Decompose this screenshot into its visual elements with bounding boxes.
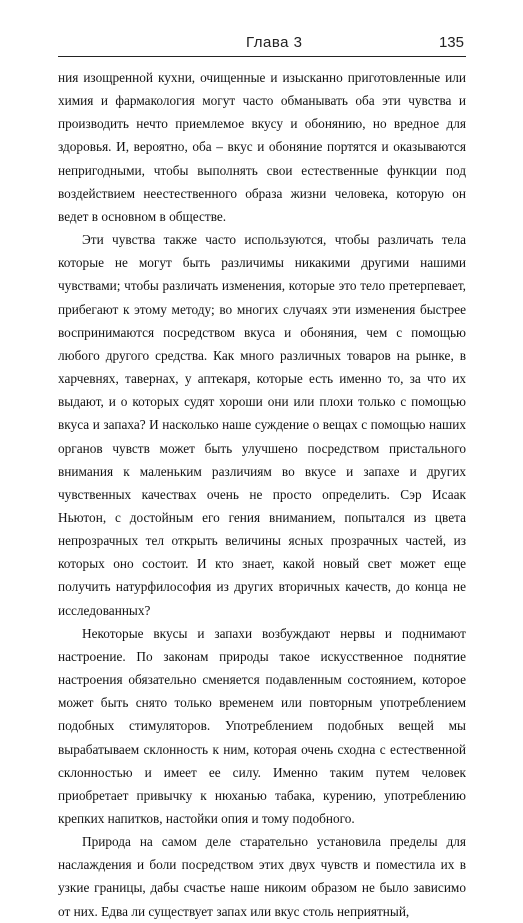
- page-number: 135: [438, 34, 464, 51]
- paragraph-4: Природа на самом деле старательно установила пределы для наслаждения и боли посредством этих двух чувств и поместила их в узкие границы, дабы счастье наше никоим образом не было зависимо от них. Едва ли существует запах или вкус столь неприятный,: [58, 834, 466, 919]
- paragraph-2: Эти чувства также часто используются, чтобы различать тела которые не могут быть различимы никакими другими нашими чувствами; чтобы различать изменения, которые это тело претерпевает, прибегают к этому методу; во многих случаях эти изменения быстрее воспринимаются посредством вкуса и обоняния, чем с помощью любого другого средства. Как много различных товаров на рынке, в харчевнях, тавернах, у аптекаря, которые есть именно то, за что их выдают, и о которых судят хороши они или плохи только с помощью вкуса и запаха? И насколько наше суждение о вещах с помощью наших органов чувств может быть улучшено посредством пристального внимания к маленьким различиям во вкусе и запахе и других чувственных качествах очень не просто определить. Сэр Исаак Ньютон, с достойным его гения вниманием, попытался из цвета непрозрачных тел открыть величины ясных прозрачных частей, из которых оно состоит. И кто знает, какой новый свет может еще получить натурфилософия из других вторичных качеств, до конца не исследованных?: [58, 232, 466, 618]
- chapter-title: Глава 3: [246, 34, 303, 51]
- paragraph-1: ния изощренной кухни, очищенные и изысканно приготовленные или химия и фармакология могут часто обманывать оба эти чувства и производить нечто приемлемое вкусу и обонянию, но вредное для здоровья. И, вероятно, оба – вкус и обоняние портятся и оказываются непригодными, чтобы выполнять свои естественные функции под воздействием неестественного образа жизни человека, которую он ведет в основном в обществе.: [58, 70, 466, 224]
- paragraph-3: Некоторые вкусы и запахи возбуждают нервы и поднимают настроение. По законам природы такое искусственное поднятие настроения обязательно сменяется подавленным состоянием, которое может быть снято только временем или повторным употреблением подобных стимуляторов. Употреблением подобных вещей мы вырабатываем склонность к ним, которая очень сходна с естественной склонностью и имеет ее силу. Именно таким путем человек приобретает привычку к нюханью табака, курению, употреблению крепких напитков, настойки опия и тому подобного.: [58, 625, 466, 826]
- body-text: [58, 66, 466, 923]
- running-header: [58, 34, 466, 57]
